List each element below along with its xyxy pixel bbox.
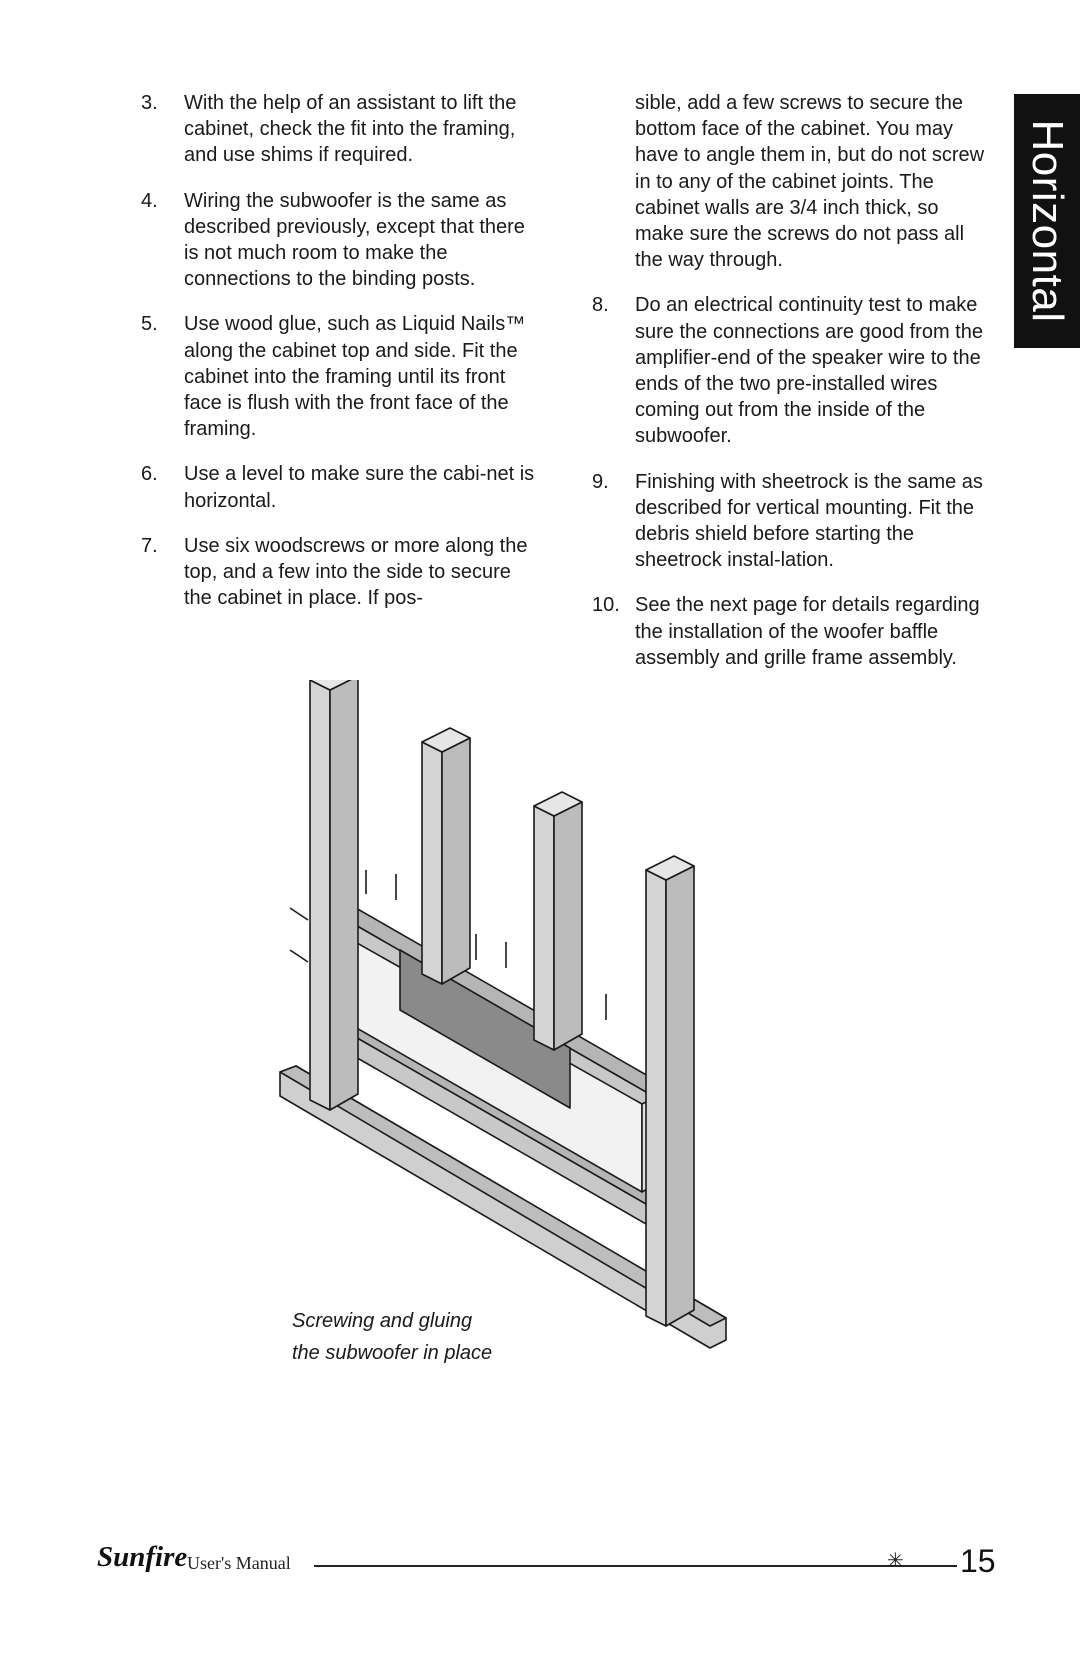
stud-3: [534, 806, 554, 1050]
list-item: [141, 311, 541, 442]
item-number: 6.: [141, 463, 158, 486]
list-item: [141, 90, 541, 169]
caption-line-2: the subwoofer in place: [292, 1342, 493, 1364]
stud-2: [422, 742, 442, 984]
list-item: [592, 592, 992, 671]
item-text: With the help of an assistant to lift the cabinet, check the fit into the framing, and use shims if required.: [184, 92, 517, 167]
screw-6: [290, 908, 308, 920]
list-item: [141, 533, 541, 612]
item-text: Use wood glue, such as Liquid Nails™ along the cabinet top and side. Fit the cabinet into the framing until its front face is flush with the front face of the framing.: [184, 313, 526, 441]
continued-text: sible, add a few screws to secure the bottom face of the cabinet. You may have to angle them in, but do not screw in to any of the cabinet joints. The cabinet walls are 3/4 inch thick, so make sure the screws do not pass all the way through.: [635, 92, 985, 272]
caption-line-1: Screwing and gluing: [292, 1310, 473, 1332]
item-number: 7.: [141, 534, 158, 557]
section-tab-label: Horizontal: [1023, 119, 1072, 323]
stud-2-face: [442, 738, 470, 984]
item-text: Wiring the subwoofer is the same as described previously, except that there is not much room to make the connections to the binding posts.: [184, 189, 525, 291]
figure-caption: [292, 1305, 492, 1369]
item-number: 9.: [592, 470, 609, 493]
list-item: [141, 188, 541, 293]
list-item: [592, 469, 992, 574]
item-text: See the next page for details regarding the installation of the woofer baffle assembly and grille frame assembly.: [635, 594, 980, 669]
item-text: Use a level to make sure the cabi-net is horizontal.: [184, 463, 535, 512]
brand-logo: Sunfire: [97, 1541, 188, 1573]
item-number: 10.: [592, 594, 620, 617]
manual-label: User's Manual: [187, 1553, 291, 1573]
item-text: Use six woodscrews or more along the top, and a few into the side to secure the cabinet in place. If pos-: [184, 534, 528, 610]
item-number: 4.: [141, 189, 158, 212]
list-item: [592, 292, 992, 449]
left-column: [141, 90, 541, 630]
footer-divider: [314, 1565, 957, 1567]
stud-3-face: [554, 802, 582, 1050]
stud-1-face: [330, 680, 358, 1110]
item-number: 8.: [592, 294, 609, 317]
item-number: 5.: [141, 313, 158, 336]
star-icon: ✳: [887, 1550, 904, 1572]
section-tab: [1014, 94, 1080, 348]
item-text: Finishing with sheetrock is the same as described for vertical mounting. Fit the debris shield before starting the sheetrock instal-lation.: [635, 470, 983, 572]
stud-1: [310, 680, 330, 1110]
item-text: Do an electrical continuity test to make sure the connections are good from the amplifier-end of the speaker wire to the ends of the two pre-installed wires coming out from the inside of the subwoofer.: [635, 294, 983, 448]
screw-7: [290, 950, 308, 962]
stud-4-face: [666, 866, 694, 1326]
item-number: 3.: [141, 92, 158, 114]
right-column: [592, 90, 992, 690]
stud-4: [646, 870, 666, 1326]
page-number: 15: [960, 1543, 996, 1579]
list-item: [141, 461, 541, 513]
